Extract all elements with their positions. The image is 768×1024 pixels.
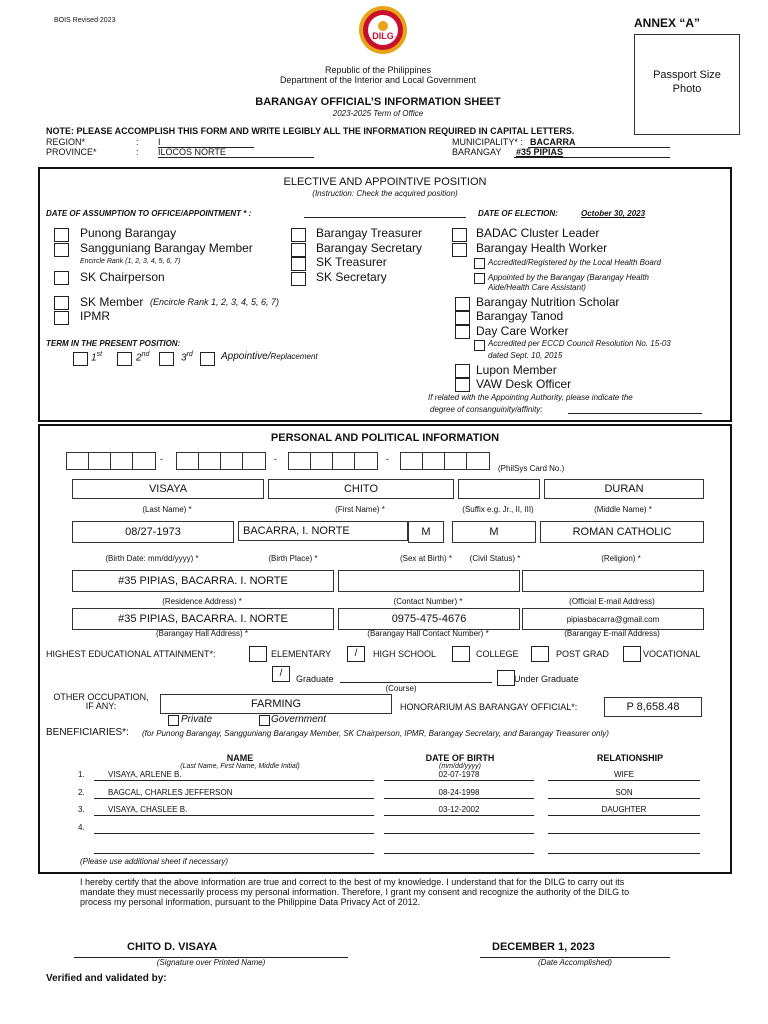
term-label: TERM IN THE PRESENT POSITION: [46,339,181,348]
hall-address-field[interactable]: #35 PIPIAS, BACARRA. I. NORTE [72,608,334,630]
beneficiary-name[interactable]: BAGCAL, CHARLES JEFFERSON [108,788,233,797]
beneficiary-relationship[interactable]: DAUGHTER [601,805,647,814]
row-number: 3. [78,805,85,814]
rel-line [548,798,700,799]
birth-date-field[interactable]: 08/27-1973 [72,521,234,543]
hall-contact-field[interactable]: 0975-475-4676 [338,608,520,630]
rel-line [548,833,700,834]
philsys-dash: - [274,454,277,464]
punong-barangay-label: Punong Barangay [80,226,177,240]
post-grad-label: POST GRAD [556,649,609,659]
philsys-digit-box[interactable] [444,452,468,470]
name-line [94,798,374,799]
barangay-email-label: (Barangay E-mail Address) [564,629,660,638]
additional-sheet-note: (Please use additional sheet if necessary) [80,857,229,866]
vaw-label: VAW Desk Officer [476,377,572,391]
honorarium-label: HONORARIUM AS BARANGAY OFFICIAL*: [400,702,578,712]
birth-place-field[interactable]: BACARRA, I. NORTE [238,521,408,541]
health-worker-label: Barangay Health Worker [476,241,608,255]
ipmr-label: IPMR [80,309,110,323]
tanod-checkbox[interactable] [455,311,470,325]
row-number: 1. [78,770,85,779]
philsys-digit-box[interactable] [220,452,244,470]
beneficiary-relationship[interactable]: WIFE [614,770,634,779]
row-number: 2. [78,788,85,797]
private-checkbox[interactable] [168,715,179,726]
under-graduate-label: Under Graduate [514,674,579,684]
first-name-label: (First Name) * [335,505,385,514]
occupation-label: OTHER OCCUPATION, [53,692,149,702]
barangay-email-field[interactable]: pipiasbacarra@gmail.com [522,608,704,630]
vaw-checkbox[interactable] [455,378,470,392]
sk-chairperson-checkbox[interactable] [54,271,69,285]
course-field[interactable] [340,682,492,683]
sk-secretary-label: SK Secretary [316,270,387,284]
revision-label: BOIS Revised 2023 [54,17,116,24]
philsys-dash: - [160,454,163,464]
name-line [94,780,374,781]
region-label: REGION* [46,137,86,147]
birth-place-label: (Birth Place) * [268,554,318,563]
treasurer-checkbox[interactable] [291,228,306,242]
philsys-digit-box[interactable] [422,452,446,470]
civil-status-field[interactable]: M [452,521,536,543]
date-accomplished: DECEMBER 1, 2023 [492,941,595,953]
sk-member-checkbox[interactable] [54,296,69,310]
signature-label: (Signature over Printed Name) [156,958,266,967]
birth-date-label: (Birth Date: mm/dd/yyyy) * [105,554,199,563]
under-graduate-checkbox[interactable] [497,670,515,686]
vocational-label: VOCATIONAL [643,649,701,659]
province-field[interactable]: ILOCOS NORTE [158,147,226,157]
appointive-label: Appointive/Replacement [221,351,318,362]
region-field[interactable]: I [158,137,161,147]
certification-text-2: mandate they must necessarily process my personal information. Therefore, I grant my consent and recognize the authority of the DILG to [80,887,630,897]
accredited-lhb-label: Accredited/Registered by the Local Health Board [488,258,661,267]
photo-placeholder-text: Passport Size [653,69,721,81]
dob-line [384,815,534,816]
photo-placeholder-text-2: Photo [672,83,702,95]
daycare-label: Day Care Worker [476,324,569,338]
suffix-label: (Suffix e.g. Jr., II, III) [462,505,534,514]
beneficiary-relationship[interactable]: SON [615,788,633,797]
col-dob-header: DATE OF BIRTH [425,753,495,763]
civil-status-label: (Civil Status) * [469,554,521,563]
barangay-field[interactable]: #35 PIPIAS [516,147,564,157]
eccd-label-2: dated Sept. 10, 2015 [488,351,563,360]
passport-photo-box[interactable] [634,34,740,135]
philsys-digit-box[interactable] [310,452,334,470]
sk-member-rank: (Encircle Rank 1, 2, 3, 4, 5, 6, 7) [150,297,280,307]
contact-number-field[interactable] [338,570,520,592]
sk-treasurer-checkbox[interactable] [291,257,306,271]
date-label: (Date Accomplished) [538,958,612,967]
province-colon: : [136,147,139,157]
eccd-checkbox[interactable] [474,340,485,351]
sk-chairperson-label: SK Chairperson [80,270,165,284]
position-instruction: (Instruction: Check the acquired position) [312,189,458,198]
government-label: Government [271,714,327,725]
occupation-label-2: IF ANY: [85,701,117,711]
encircle-rank-label: Encircle Rank (1, 2, 3, 4, 5, 6, 7) [80,258,181,265]
sex-field[interactable]: M [408,521,444,543]
first-name-field[interactable]: CHITO [268,479,454,499]
beneficiary-dob[interactable]: 08-24-1998 [438,788,480,797]
consanguinity-field[interactable] [568,413,702,414]
treasurer-label: Barangay Treasurer [316,226,423,240]
religion-field[interactable]: ROMAN CATHOLIC [540,521,704,543]
accredited-lhb-checkbox[interactable] [474,258,485,269]
elementary-checkbox[interactable] [249,646,267,662]
daycare-checkbox[interactable] [455,325,470,339]
signer-name: CHITO D. VISAYA [127,941,218,953]
health-worker-checkbox[interactable] [452,243,467,257]
hall-address-label: (Barangay Hall Address) * [155,629,249,638]
dob-line [384,833,534,834]
appointive-checkbox[interactable] [200,352,215,366]
official-email-label: (Official E-mail Address) [569,597,655,606]
philsys-digit-box[interactable] [198,452,222,470]
republic-label: Republic of the Philippines [324,65,432,75]
official-email-field[interactable] [522,570,704,592]
philsys-digit-box[interactable] [466,452,490,470]
term-2nd-checkbox[interactable] [117,352,132,366]
form-note: NOTE: PLEASE ACCOMPLISH THIS FORM AND WRITE LEGIBLY ALL THE INFORMATION REQUIRED IN CAPITAL LETTERS. [46,126,575,136]
badac-checkbox[interactable] [452,228,467,242]
philsys-digit-box[interactable] [176,452,200,470]
private-label: Private [181,714,213,725]
honorarium-field[interactable]: P 8,658.48 [604,697,702,717]
related-label: If related with the Appointing Authority, please indicate the [428,393,633,402]
election-label: DATE OF ELECTION: [478,209,558,218]
dob-line [384,798,534,799]
term-2nd-label: 2nd [136,351,150,364]
vocational-checkbox[interactable] [623,646,641,662]
col-name-sub: (Last Name, First Name, Middle Initial) [180,763,300,770]
lupon-label: Lupon Member [476,363,557,377]
beneficiaries-label: BENEFICIARIES*: [46,727,129,738]
sex-label: (Sex at Birth) * [399,554,452,563]
row-number: 4. [78,823,85,832]
philsys-dash: - [386,454,389,464]
form-title: BARANGAY OFFICIAL’S INFORMATION SHEET [255,96,501,108]
residence-label: (Residence Address) * [162,597,242,606]
residence-field[interactable]: #35 PIPIAS, BACARRA. I. NORTE [72,570,334,592]
annex-label: ANNEX “A” [634,16,701,30]
college-label: COLLEGE [476,649,519,659]
appointed-barangay-label: Appointed by the Barangay (Barangay Health [488,273,649,282]
dob-line [384,780,534,781]
beneficiary-dob[interactable]: 03-12-2002 [438,805,480,814]
occupation-field[interactable]: FARMING [160,694,392,714]
col-rel-header: RELATIONSHIP [596,753,664,763]
beneficiary-dob[interactable]: 02-07-1978 [438,770,480,779]
certification-text-3: process my personal information, pursuant to the Philippine Data Privacy Act of 2012. [80,897,421,907]
philsys-digit-box[interactable] [354,452,378,470]
last-name-label: (Last Name) * [142,505,192,514]
badac-label: BADAC Cluster Leader [476,226,600,240]
municipality-field[interactable]: BACARRA [530,137,576,147]
appointed-barangay-label-2: Aide/Health Care Assistant) [488,283,586,292]
beneficiary-name[interactable]: VISAYA, ARLENE B. [108,770,182,779]
department-label: Department of the Interior and Local Government [279,75,477,85]
dilg-seal-logo [358,5,408,55]
philsys-digit-box[interactable] [288,452,312,470]
barangay-label: BARANGAY [452,147,502,157]
philsys-digit-box[interactable] [110,452,134,470]
college-checkbox[interactable] [452,646,470,662]
term-1st-label: 1st [91,351,103,364]
assumption-field[interactable] [304,217,466,218]
philsys-digit-box[interactable] [66,452,90,470]
term-3rd-label: 3rd [181,351,193,364]
government-checkbox[interactable] [259,715,270,726]
election-date-field[interactable]: October 30, 2023 [581,209,646,218]
course-label: (Course) [385,684,417,693]
region-colon: : [136,137,139,147]
suffix-field[interactable] [458,479,540,499]
certification-text: I hereby certify that the above information are true and correct to the best of my knowledge. I understand that for the DILG to carry out its [80,877,625,887]
punong-barangay-checkbox[interactable] [54,228,69,242]
last-name-field[interactable]: VISAYA [72,479,264,499]
province-label: PROVINCE* [46,147,97,157]
sk-member-label: SK Member [80,295,144,309]
elementary-label: ELEMENTARY [271,649,332,659]
name-line [94,833,374,834]
appointed-barangay-checkbox[interactable] [474,273,485,284]
beneficiaries-note: (for Punong Barangay, Sangguniang Barangay Member, SK Chairperson, IPMR, Barangay Secretary, and Barangay Treasurer only) [142,729,609,738]
name-line [94,815,374,816]
philsys-label: (PhilSys Card No.) [498,464,565,473]
philsys-digit-box[interactable] [132,452,156,470]
assumption-label: DATE OF ASSUMPTION TO OFFICE/APPOINTMENT * : [46,209,252,218]
ipmr-checkbox[interactable] [54,311,69,325]
sangguniang-label: Sangguniang Barangay Member [80,241,253,255]
nutrition-checkbox[interactable] [455,297,470,311]
graduate-label: Graduate [296,674,334,684]
term-3rd-checkbox[interactable] [159,352,174,366]
personal-heading: PERSONAL AND POLITICAL INFORMATION [270,432,500,444]
term-1st-checkbox[interactable] [73,352,88,366]
philsys-digit-box[interactable] [400,452,424,470]
beneficiary-name[interactable]: VISAYA, CHASLEE B. [108,805,188,814]
sk-treasurer-label: SK Treasurer [316,255,387,269]
municipality-label: MUNICIPALITY* : [452,137,523,147]
high-school-label: HIGH SCHOOL [373,649,437,659]
tanod-label: Barangay Tanod [476,309,564,323]
graduate-checkbox[interactable]: / [272,666,290,682]
related-label-2: degree of consanguinity/affinity: [430,405,543,414]
middle-name-field[interactable]: DURAN [544,479,704,499]
contact-number-label: (Contact Number) * [393,597,463,606]
high-school-checkbox[interactable]: / [347,646,365,662]
religion-label: (Religion) * [601,554,641,563]
philsys-digit-box[interactable] [242,452,266,470]
eccd-label: Accredited per ECCD Council Resolution No. 15-03 [488,339,671,348]
rel-line [548,815,700,816]
lupon-checkbox[interactable] [455,364,470,378]
hall-contact-label: (Barangay Hall Contact Number) * [367,629,489,638]
sk-secretary-checkbox[interactable] [291,272,306,286]
col-name-header: NAME [226,753,254,763]
middle-name-label: (Middle Name) * [594,505,652,514]
verified-label: Verified and validated by: [46,973,167,984]
col-dob-sub: (mm/dd/yyyy) [439,763,481,770]
nutrition-label: Barangay Nutrition Scholar [476,295,620,309]
seal-text: DILG [372,31,394,41]
rel-line [548,780,700,781]
post-grad-checkbox[interactable] [531,646,549,662]
philsys-digit-box[interactable] [88,452,112,470]
position-heading: ELECTIVE AND APPOINTIVE POSITION [283,176,487,188]
sangguniang-checkbox[interactable] [54,243,69,257]
secretary-checkbox[interactable] [291,243,306,257]
education-label: HIGHEST EDUCATIONAL ATTAINMENT*: [46,649,216,659]
term-of-office: 2023-2025 Term of Office [332,109,424,118]
secretary-label: Barangay Secretary [316,241,423,255]
philsys-digit-box[interactable] [332,452,356,470]
